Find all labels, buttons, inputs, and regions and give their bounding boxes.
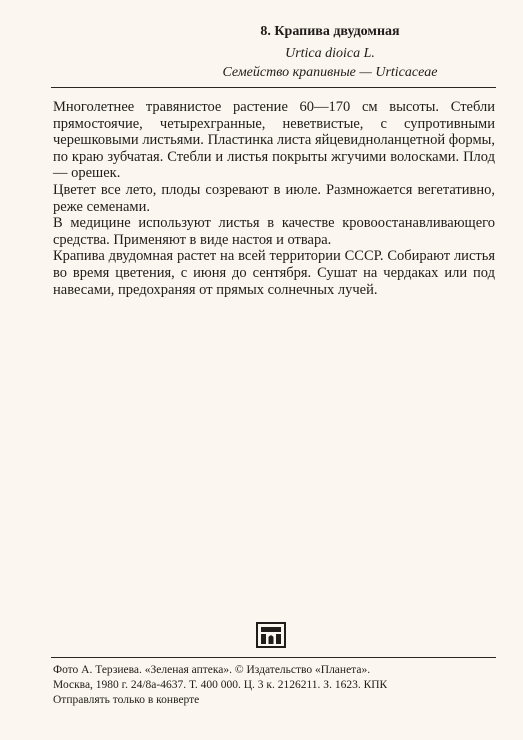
publisher-logo-icon: [256, 622, 286, 648]
top-divider: [51, 87, 496, 88]
imprint-line: Отправлять только в конверте: [53, 694, 200, 706]
plant-family: Семейство крапивные — Urticaceae: [222, 65, 438, 80]
description-paragraph: В медицине используют листья в качестве кровоостанавливающего средства. Применяют в виде настоя и отвара.: [53, 215, 495, 248]
imprint: [53, 663, 498, 708]
description-paragraph: Многолетнее травянистое растение 60—170 см высоты. Стебли прямостоячие, четырехгранные, неветвистые, с супротивными черешковыми листьями. Пластинка листа яйцевидноланцетной формы, по краю зубчатая. Стебли и листья покрыты жгучими волосками. Плод — орешек.: [53, 99, 495, 182]
imprint-line: Фото А. Терзиева. «Зеленая аптека». © Издательство «Планета».: [53, 664, 371, 676]
latin-name: Urtica dioica L.: [285, 46, 375, 61]
plant-title: 8. Крапива двудомная: [260, 24, 400, 39]
description: [53, 99, 495, 298]
bottom-divider: [51, 657, 496, 658]
imprint-line: Москва, 1980 г. 24/8а-4637. Т. 400 000. Ц. 3 к. 2126211. З. 1623. КПК: [53, 679, 388, 691]
description-paragraph: Крапива двудомная растет на всей территории СССР. Собирают листья во время цветения, с июня до сентября. Сушат на чердаках или под навесами, предохраняя от прямых солнечных лучей.: [53, 248, 495, 298]
description-paragraph: Цветет все лето, плоды созревают в июле. Размножается вегетативно, реже семенами.: [53, 181, 495, 215]
